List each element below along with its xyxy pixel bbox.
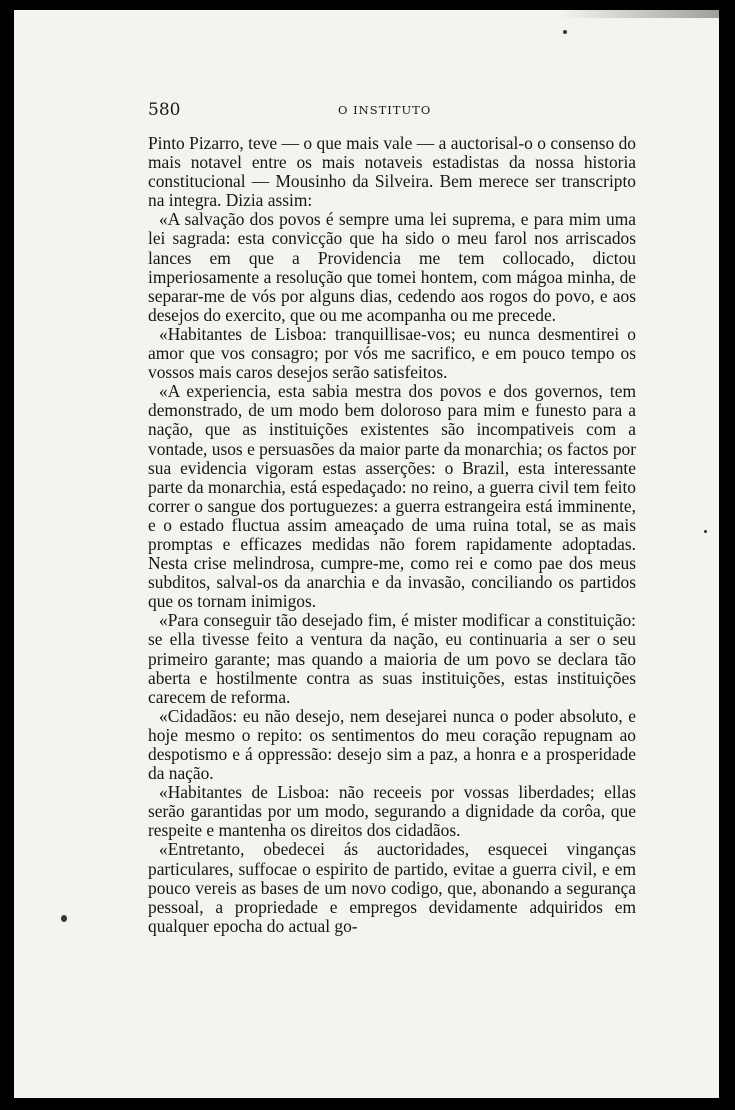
page-header [148, 100, 636, 126]
paragraph: «Habitantes de Lisboa: tranquillisae-vos; eu nunca desmentirei o amor que vos consagro; por vós me sacrifico, e em pouco tempo os vossos mais caros desejos serão satisfeitos. [148, 323, 636, 383]
paragraph: «Cidadãos: eu não desejo, nem desejarei nunca o poder absoluto, e hoje mesmo o repito: os sentimentos do meu coração repugnam ao despotismo e á oppressão: desejo sim a paz, a honra e a prosperidade da nação. [148, 705, 636, 784]
scan-speck [563, 30, 567, 34]
paragraph: «A experiencia, esta sabia mestra dos povos e dos governos, tem demonstrado, de um modo bem doloroso para mim e funesto para a nação, que as instituições existentes são incompativeis com a vontade, usos e persuasões da maior parte da monarchia; os factos por sua evidencia vigoram estas asserções: o Brazil, esta interessante parte da monarchia, está espedaçado: no reino, a guerra civil tem feito correr o sangue dos portuguezes: a guerra estrangeira está imminente, e o estado fluctua assim ameaçado de uma ruina total, se as mais promptas e efficazes medidas não forem rapidamente adoptadas. Nesta crise melindrosa, cumpre-me, como rei e como pae dos meus subditos, salval-os da anarchia e da invasão, conciliando os partidos que os tornam inimigos. [148, 381, 636, 612]
body-text [148, 134, 636, 936]
paragraph: «Para conseguir tão desejado fim, é mister modificar a constituição: se ella tivesse feito a ventura da nação, eu continuaria a ser o seu primeiro garante; mas quando a maioria de um povo se declara tão aberta e hostilmente contra as suas instituições, estas instituições carecem de reforma. [148, 610, 636, 707]
paragraph: «Habitantes de Lisboa: não receeis por vossas liberdades; ellas serão garantidas por um modo, segurando a dignidade da corôa, que respeite e mantenha os direitos dos cidadãos. [148, 782, 636, 841]
paragraph: Pinto Pizarro, teve — o que mais vale — a auctorisal-o o consenso do mais notavel entre os mais notaveis estadistas da nossa historia constitucional — Mousinho da Silveira. Bem merece ser transcripto na integra. Dizia assim: [148, 133, 636, 211]
scan-speck [704, 530, 707, 533]
scanned-page [14, 10, 719, 1098]
paragraph: «A salvação dos povos é sempre uma lei suprema, e para mim uma lei sagrada: esta convicção que ha sido o meu farol nos arriscados lances em que a Providencia me tem collocado, dictou imperiosamente a resolução que tomei hontem, com mágoa minha, de separar-me de vós por alguns dias, cedendo aos rogos do povo, e aos desejos do exercito, que ou me acompanha ou me precede. [148, 209, 636, 325]
page-number: 580 [148, 100, 181, 120]
running-head: O INSTITUTO [338, 103, 432, 117]
scan-edge-shadow [559, 10, 719, 18]
scan-speck [61, 915, 67, 922]
paragraph: «Entretanto, obedecei ás auctoridades, esquecei vinganças particulares, suffocae o espirito de partido, evitae a guerra civil, e em pouco vereis as bases de um novo codigo, que, abonando a segurança pessoal, a propriedade e empregos devidamente adquiridos em qualquer epocha do actual go- [148, 839, 636, 936]
